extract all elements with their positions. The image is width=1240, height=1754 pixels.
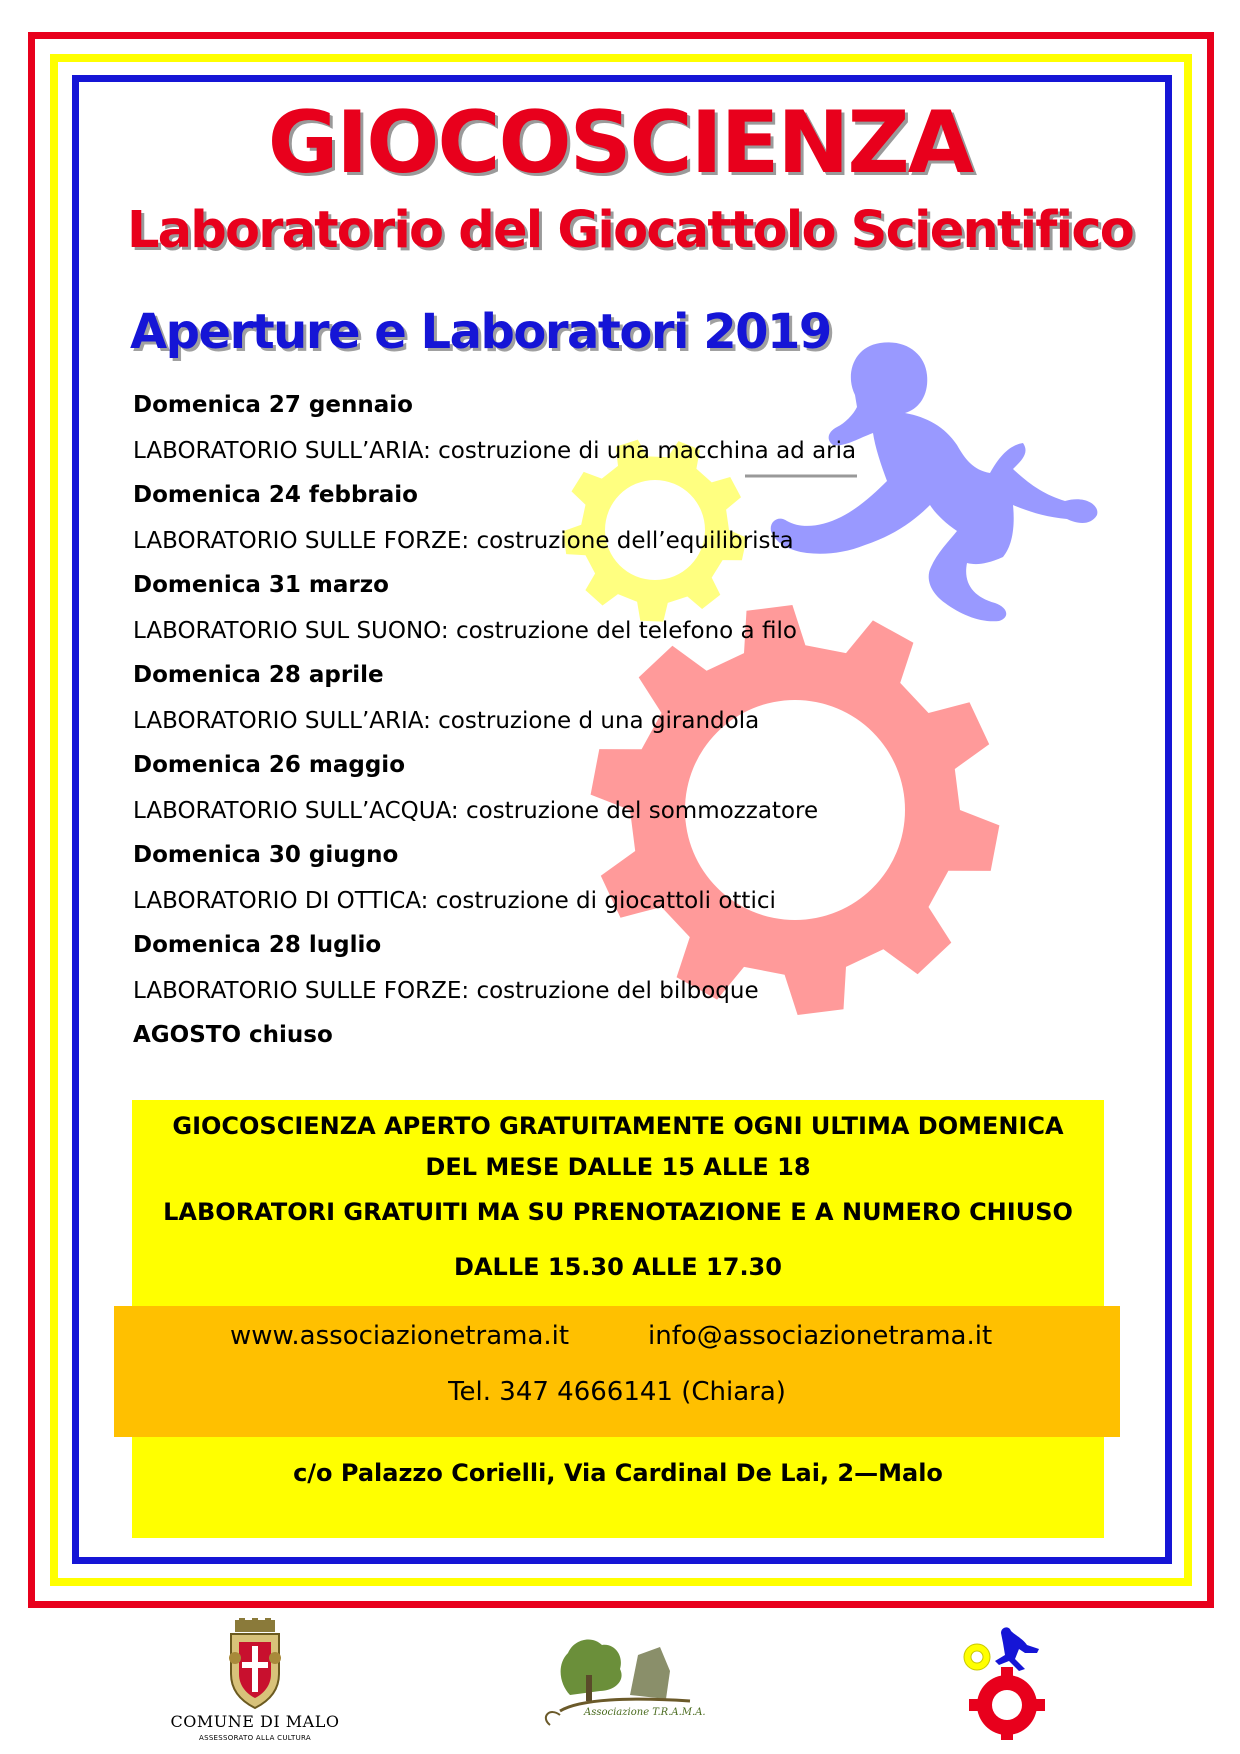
- website-link[interactable]: www.associazionetrama.it: [230, 1321, 570, 1351]
- event-list: [133, 388, 1033, 1063]
- event-item: [133, 838, 1033, 928]
- event-date: Domenica 26 maggio: [133, 752, 405, 778]
- page-title: GIOCOSCIENZA: [267, 93, 973, 193]
- event-date: Domenica 28 aprile: [133, 662, 384, 688]
- tree-and-rock-icon: [540, 1625, 710, 1735]
- lab-hours: DALLE 15.30 ALLE 17.30: [454, 1253, 782, 1281]
- opening-info-line: DEL MESE DALLE 15 ALLE 18: [425, 1153, 811, 1181]
- malo-logo-name: COMUNE DI MALO: [170, 1712, 340, 1731]
- booking-info: LABORATORI GRATUITI MA SU PRENOTAZIONE E A NUMERO CHIUSO: [163, 1198, 1073, 1226]
- section-heading: Aperture e Laboratori 2019: [130, 304, 831, 360]
- gears-runner-icon: [955, 1625, 1055, 1740]
- associazione-trama-logo: [540, 1625, 710, 1745]
- event-item: [133, 928, 1033, 1018]
- phone-number: Tel. 347 4666141 (Chiara): [448, 1377, 786, 1407]
- event-description: LABORATORIO SUL SUONO: costruzione del telefono a filo: [133, 618, 797, 644]
- event-description: LABORATORIO SULLE FORZE: costruzione del bilboque: [133, 978, 759, 1004]
- opening-info-line: GIOCOSCIENZA APERTO GRATUITAMENTE OGNI ULTIMA DOMENICA: [172, 1112, 1064, 1140]
- event-date: Domenica 28 luglio: [133, 932, 382, 958]
- address: c/o Palazzo Corielli, Via Cardinal De Lai, 2—Malo: [293, 1459, 943, 1487]
- malo-logo-subtitle: ASSESSORATO ALLA CULTURA: [198, 1734, 311, 1742]
- event-item: [133, 478, 1033, 568]
- event-date: Domenica 24 febbraio: [133, 482, 418, 508]
- event-item: [133, 388, 1033, 478]
- giocoscienza-logo: [955, 1625, 1055, 1740]
- event-date: Domenica 31 marzo: [133, 572, 389, 598]
- event-item: [133, 568, 1033, 658]
- event-item: [133, 748, 1033, 838]
- event-date: Domenica 27 gennaio: [133, 392, 413, 418]
- event-date: Domenica 30 giugno: [133, 842, 399, 868]
- closed-notice: AGOSTO chiuso: [133, 1022, 333, 1048]
- trama-logo-name: Associazione T.R.A.M.A.: [584, 1707, 706, 1718]
- page-subtitle: Laboratorio del Giocattolo Scientifico: [126, 201, 1134, 260]
- event-description: LABORATORIO SULL’ACQUA: costruzione del sommozzatore: [133, 798, 819, 824]
- event-description: LABORATORIO SULL’ARIA: costruzione d una girandola: [133, 708, 760, 734]
- event-description: LABORATORIO DI OTTICA: costruzione di giocattoli ottici: [133, 888, 776, 914]
- email-link[interactable]: info@associazionetrama.it: [648, 1321, 993, 1351]
- opening-info: [132, 1106, 1104, 1188]
- event-item: [133, 658, 1033, 748]
- event-description: LABORATORIO SULL’ARIA: costruzione di una macchina ad aria: [133, 438, 857, 464]
- comune-di-malo-logo: [165, 1618, 345, 1748]
- event-description: LABORATORIO SULLE FORZE: costruzione dell’equilibrista: [133, 528, 794, 554]
- coat-of-arms-icon: [227, 1618, 283, 1710]
